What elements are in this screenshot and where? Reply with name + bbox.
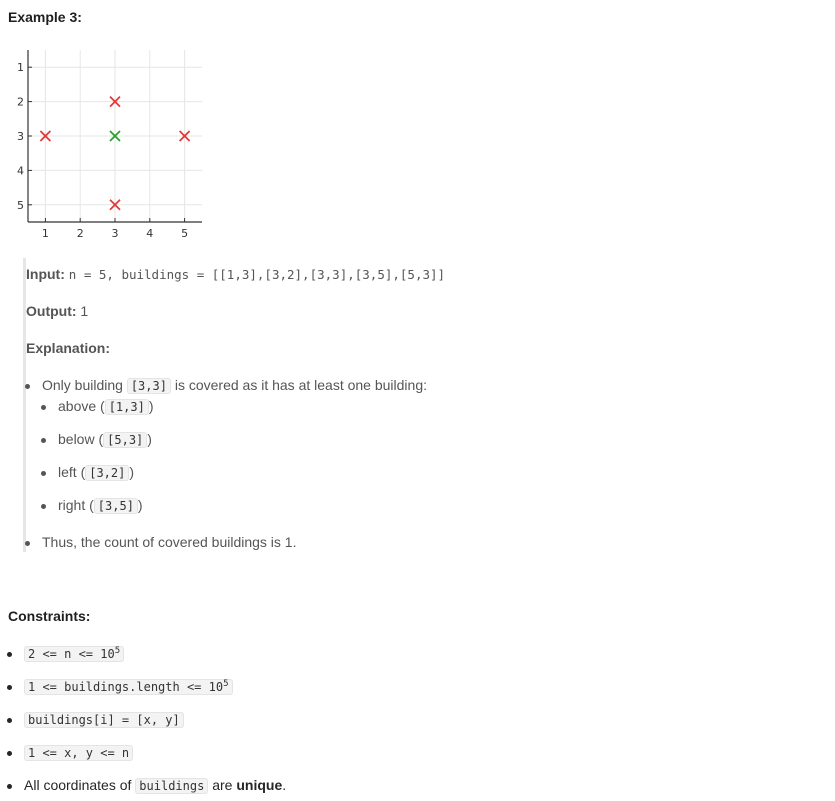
constraint-emphasis: unique: [236, 777, 283, 793]
bullet-text: Only building: [42, 377, 123, 393]
constraint-text: All coordinates of: [24, 777, 132, 793]
constraint-code-text: 2 <= n <= 10: [28, 647, 115, 661]
sub-item-close: ): [147, 431, 152, 447]
bullet-text: is covered as it has at least one building:: [174, 377, 427, 393]
explanation-bullet-summary: [42, 534, 296, 550]
y-tick-label: 3: [17, 130, 24, 143]
x-tick-label: 2: [76, 227, 84, 240]
input-line: [26, 266, 445, 282]
bullet-text: Thus, the count of covered buildings is 1.: [42, 534, 297, 550]
output-value: 1: [80, 303, 89, 319]
x-tick-label: 3: [111, 227, 119, 240]
y-tick-label: 4: [17, 164, 24, 178]
explanation-line: [26, 340, 110, 356]
sub-item-close: ): [137, 497, 143, 513]
input-value: n = 5, buildings = [[1,3],[3,2],[3,3],[3,5],[5,3]]: [68, 267, 446, 282]
constraint-code: buildings[i] = [x, y]: [24, 712, 184, 728]
constraint-code-text: 1 <= buildings.length <= 10: [28, 680, 224, 694]
constraint-item: [24, 777, 286, 793]
input-label: Input:: [26, 266, 65, 282]
sub-item-above: [58, 398, 154, 414]
sub-item-close: ): [129, 464, 135, 480]
constraint-item: [24, 678, 233, 694]
constraint-item: [24, 744, 133, 760]
sub-item-label: right (: [58, 497, 94, 513]
sub-item-label: above (: [58, 398, 105, 414]
constraint-code: buildings: [135, 778, 208, 794]
constraint-item: [24, 711, 184, 727]
y-tick-label: 2: [17, 95, 24, 109]
sub-item-label: left (: [58, 464, 86, 480]
sub-item-right: [58, 497, 143, 513]
constraint-item: [24, 645, 124, 661]
constraint-exponent: 5: [223, 679, 229, 689]
output-label: Output:: [26, 303, 77, 319]
example-title: Example 3:: [8, 9, 82, 25]
constraint-code: [24, 646, 124, 662]
y-tick-label: 5: [17, 198, 24, 212]
x-tick-label: 1: [41, 227, 49, 240]
explanation-bullet: [42, 377, 427, 393]
explanation-label: Explanation:: [26, 340, 111, 356]
constraint-text: .: [282, 777, 287, 793]
y-tick-label: 1: [17, 61, 24, 75]
constraints-title: Constraints:: [8, 608, 91, 624]
building-code: [3,3]: [127, 378, 171, 394]
sub-item-code: [3,2]: [85, 465, 129, 481]
sub-item-code: [5,3]: [103, 432, 147, 448]
x-tick-label: 5: [181, 227, 189, 240]
x-tick-label: 4: [146, 227, 154, 240]
sub-item-close: ): [148, 398, 154, 414]
sub-item-left: [58, 464, 134, 480]
constraint-code: [24, 679, 233, 695]
constraint-code: 1 <= x, y <= n: [24, 745, 133, 761]
output-line: [26, 303, 88, 319]
constraint-exponent: 5: [114, 646, 121, 656]
sub-item-below: [58, 431, 152, 447]
constraint-text: are: [212, 777, 233, 793]
sub-item-code: [3,5]: [94, 498, 138, 514]
scatter-chart: [0, 42, 220, 242]
sub-item-code: [1,3]: [105, 399, 149, 415]
sub-item-label: below (: [58, 431, 104, 447]
